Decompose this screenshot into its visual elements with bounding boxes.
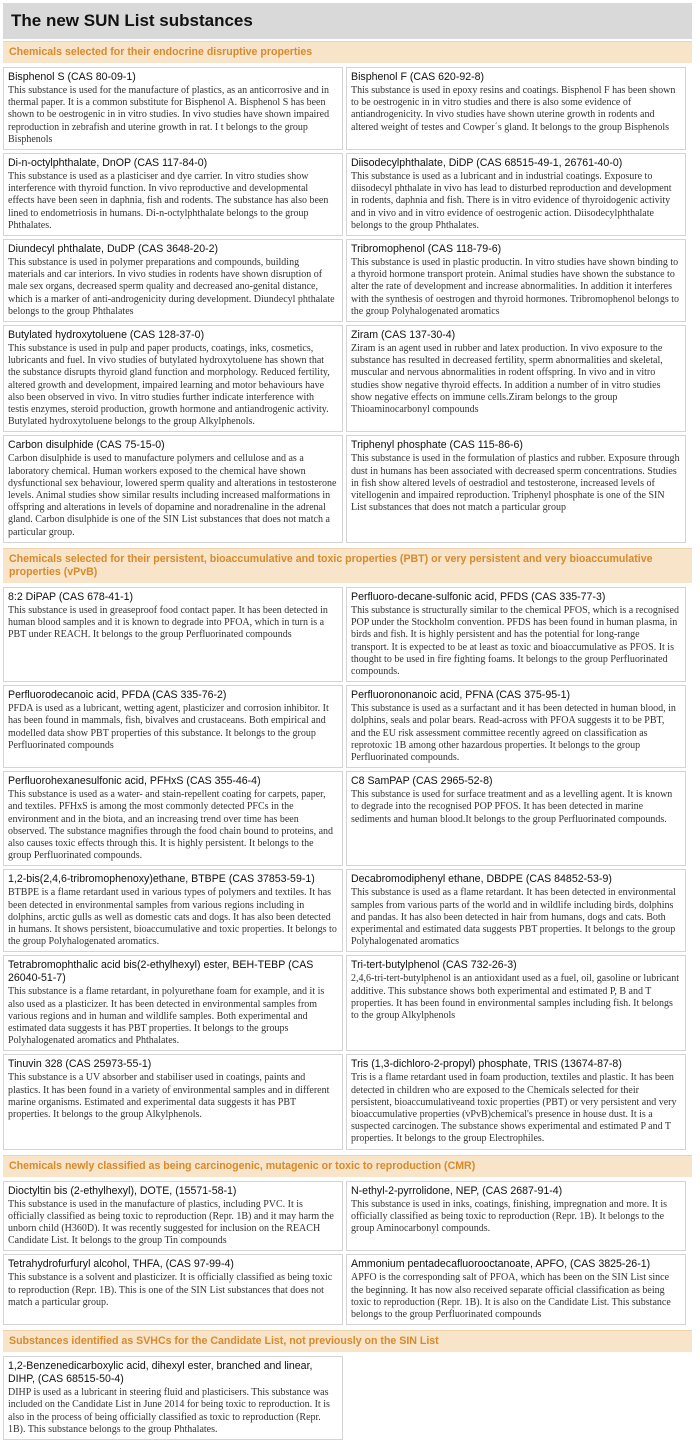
substance-name: Perfluorohexanesulfonic acid, PFHxS (CAS 355-46-4) xyxy=(8,775,261,788)
substance-name: Tinuvin 328 (CAS 25973-55-1) xyxy=(8,1058,152,1071)
section-heading: Chemicals selected for their persistent, bioaccumulative and toxic properties (PBT) or very persistent and very bioaccumulative properties (vPvB) xyxy=(3,548,692,583)
substance-description: APFO is the corresponding salt of PFOA, which has been on the SIN List since the beginning. It has now also received separate official classification as being toxic to reproduction (Repr. 1B). It is also on the Candidate List. This substance belongs to the group Perfluorinated compounds xyxy=(351,1272,671,1321)
substance-name: Decabromodiphenyl ethane, DBDPE (CAS 84852-53-9) xyxy=(351,873,612,886)
substance-description: This substance is used as a water- and stain-repellent coating for carpets, paper, and textiles. PFHxS is among the most commonly detected PFCs in the environment and in the biota, and an increasing trend over time has been observed. The substance magnifies through the food chain bound to proteins, and also causes toxic effects through this. It is highly persistent. It belongs to the group Perfluorinated compounds. xyxy=(8,789,334,862)
substance-card xyxy=(3,1181,343,1252)
substance-description: This substance is used as a plasticiser and dye carrier. In vitro studies show interference with thyroid function. In vivo reproductive and developmental effects have been seen in daphnia, fish and rodents. The substance has also been lined to endometriosis in humans. Di-n-octylphthalate belongs to the group Phthalates. xyxy=(8,171,329,231)
substance-card xyxy=(3,869,343,952)
substance-description: This substance is used in plastic productin. In vitro studies have shown binding to a thyroid hormone transport protein. Animal studies have shown the substance to alter the rate of development and increase abnormalities. In addition it interferes with the synthesis of oestrogen and thyroid hormones. Tribromophenol belongs to the group Polyhalogenated aromatics xyxy=(351,257,680,317)
substance-card xyxy=(346,869,686,952)
substance-card xyxy=(346,1054,686,1149)
substance-name: N-ethyl-2-pyrrolidone, NEP, (CAS 2687-91-4) xyxy=(351,1184,563,1197)
substance-card xyxy=(346,771,686,866)
substance-name: Tris (1,3-dichloro-2-propyl) phosphate, TRIS (13674-87-8) xyxy=(351,1058,622,1071)
substance-name: Di-n-octylphthalate, DnOP (CAS 117-84-0) xyxy=(8,157,208,170)
substance-name: Bisphenol F (CAS 620-92-8) xyxy=(351,71,485,83)
substance-description: This substance is structurally similar to the chemical PFOS, which is a recognised POP under the Stockholm convention. PFDS has been found in human plasma, in birds and fish. It is highly persistent and has the potential for long-range transport. It is expected to be at least as toxic and bioaccumulative as PFOS. It is thought to be used in fire fighting foams. It belongs to the group Perfluorinated compounds. xyxy=(351,604,679,677)
substance-card xyxy=(3,153,343,236)
section-heading: Substances identified as SVHCs for the Candidate List, not previously on the SIN List xyxy=(3,1330,692,1352)
substance-description: This substance is used in the manufacture of plastics, including PVC. It is officially classified as being toxic to reproduction (Repr. 1B) and it may harm the unborn child (H360D). It was recently suggested for inclusion on the REACH Candidate List. It belongs to the group Tin compounds xyxy=(8,1198,334,1247)
substance-name: Dioctyltin bis (2-ethylhexyl), DOTE, (15571-58-1) xyxy=(8,1184,237,1197)
substance-card xyxy=(3,771,343,866)
substance-card xyxy=(346,955,686,1051)
substance-card xyxy=(346,435,686,542)
substance-description: This substance is used in polymer preparations and compounds, building materials and car interiors. In vivo studies in rodents have shown disruption of male sex organs, decreased sperm quality and decreased ano-genital distance, which is a marker of anti-androgenicity during development. Diundecyl phthalate belongs to the group Phthalates xyxy=(8,257,335,317)
section xyxy=(3,1330,692,1443)
substance-description: This substance is used in epoxy resins and coatings. Bisphenol F has been shown to be oestrogenic in in vitro studies and there is also some evidence of antiandrogenicity. In vivo studies have shown uterine growth in rodents and altered weight of testes and Cowper´s gland. It belongs to the group Bisphenols xyxy=(351,85,676,133)
section xyxy=(3,548,692,1153)
section xyxy=(3,1155,692,1329)
substance-card xyxy=(346,239,686,322)
sections-container xyxy=(3,41,692,1443)
substance-name: Perfluoro-decane-sulfonic acid, PFDS (CAS 335-77-3) xyxy=(351,590,606,603)
substance-card xyxy=(3,955,343,1051)
substance-card xyxy=(3,587,343,682)
substance-description: Carbon disulphide is used to manufacture polymers and cellulose and as a laboratory chemical. Human workers exposed to the chemical have shown dysfunctional sex behaviour, lowered sperm quality and alterations in testosterone levels. Animal studies show similar results including increased malformations in offspring and alterations in levels of dopamine and noradrenaline in the adrenal gland. Carbon disulphide is one of the SIN List substances that does not match a particular group. xyxy=(8,453,337,538)
substance-name: Perfluorodecanoic acid, PFDA (CAS 335-76-2) xyxy=(8,689,227,702)
substance-name: Ziram (CAS 137-30-4) xyxy=(351,329,456,342)
substance-card xyxy=(3,67,343,150)
substance-description: This substance is used in inks, coatings, finishing, impregnation and more. It is officially classified as being toxic to reproduction (Repr. 1B). It belongs to the group Aminocarbonyl compounds. xyxy=(351,1198,668,1234)
substance-description: This substance is used in pulp and paper products, coatings, inks, cosmetics, lubricants and fuel. In vivo studies of butylated hydroxytoluene has shown that the substance disrupts thyroid gland function and morphology. Reduced fertility, altered growth and development, impaired learning and motor behaviours have also been observed in vivo. In vitro studies further indicate interference with testis enzymes, steroid production, growth hormone and antiandrogenic activity. Butylated hydroxytoluene belongs to the group Alkylphenols. xyxy=(8,343,330,428)
substance-name: 1,2-bis(2,4,6-tribromophenoxy)ethane, BTBPE (CAS 37853-59-1) xyxy=(8,873,315,886)
substance-card xyxy=(346,1254,686,1325)
substance-name: Tribromophenol (CAS 118-79-6) xyxy=(351,243,502,256)
substance-description: This substance is used in the formulation of plastics and rubber. Exposure through dust in humans has been associated with decreased sperm concentrations. Studies in fish show altered levels of oestradiol and testosterone, increased levels of vitellogenin and impaired reproduction. Triphenyl phosphate is one of the SIN List substances that does not match a particular group xyxy=(351,453,680,514)
substance-description: Tris is a flame retardant used in foam production, textiles and plastic. It has been detected in children who are exposed to the Chemicals selected for their persistent, bioaccumulativeand toxic properties (PBT) or very persistent and very bioaccumulative properties (vPvB)chemical's presence in house dust. It is a suspected carcinogen. The substance shows experimental and estimated P and T properties. It belongs to the group Electrophiles. xyxy=(351,1072,677,1145)
document-page xyxy=(3,0,692,1443)
substance-card xyxy=(346,685,686,768)
substance-card xyxy=(346,1181,686,1252)
substance-description: BTBPE is a flame retardant used in various types of polymers and textiles. It has been detected in environmental samples from various regions including in dolphins, arctic gulls as well as domestic cats and dogs. It has also been detected in humans. It shows persistent, bioaccumulative and toxic properties. It belongs to the group Polyhalogenated aromatics. xyxy=(8,887,337,948)
substance-description: This substance is used as a flame retardant. It has been detected in environmental samples from various parts of the world and in wildlife including birds, dolphins and pandas. It has also been detected in hair from humans, dogs and cats. Both experimental and estimated data suggests PBT properties. It belongs to the group Polyhalogenated aromatics xyxy=(351,887,676,948)
substance-name: Diisodecylphthalate, DiDP (CAS 68515-49-1, 26761-40-0) xyxy=(351,157,623,170)
substance-description: This substance is a solvent and plasticizer. It is officially classified as being toxic to reproduction (Repr. 1B). This is one of the SIN List substances that does not match a particular group. xyxy=(8,1272,333,1308)
substance-card xyxy=(3,1254,343,1325)
substance-name: Diundecyl phthalate, DuDP (CAS 3648-20-2) xyxy=(8,243,219,256)
substance-name: Perfluorononanoic acid, PFNA (CAS 375-95-1) xyxy=(351,689,571,702)
substance-description: This substance is used in greaseproof food contact paper. It has been detected in human blood samples and it is known to degrade into PFOA, which in turn is a PBT under REACH. It belongs to the group Perfluorinated compounds xyxy=(8,604,328,641)
substance-description: This substance is used for the manufacture of plastics, as an anticorrosive and in thermal paper. It is a common substitute for Bisphenol A. Bisphenol S has been shown to be oestrogenic in in vitro studies. In vivo studies have shown impaired reproduction in zebrafish and uterine growth in rat. I t belongs to the group Bisphenols xyxy=(8,85,330,145)
substance-card xyxy=(346,587,686,682)
substance-description: Ziram is an agent used in rubber and latex production. In vivo exposure to the substance has resulted in decreased fertility, sperm abnormalities and skeletal, muscular and nervous abnormalities in rodent offspring. In vivo and in vitro studies show negative thyroid effects. In addition a number of in vitro studies show negative effects on immune cells.Ziram belongs to the group Thioaminocarbonyl compounds xyxy=(351,343,663,416)
substance-name: Tetrahydrofurfuryl alcohol, THFA, (CAS 97-99-4) xyxy=(8,1258,234,1271)
substance-description: DIHP is used as a lubricant in steering fluid and plasticisers. This substance was included on the Candidate List in June 2014 for being toxic to reproduction. It is also in the process of being officially classified as toxic to reproduction (Repr. 1B). This substance belongs to the group Phthalates. xyxy=(8,1387,330,1435)
substance-grid xyxy=(3,63,692,546)
substance-card xyxy=(3,435,343,542)
substance-name: 1,2-Benzenedicarboxylic acid, dihexyl ester, branched and linear, DIHP, (CAS 68515-50-4) xyxy=(8,1360,313,1386)
substance-card xyxy=(3,239,343,322)
substance-description: 2,4,6-tri-tert-butylphenol is an antioxidant used as a fuel, oil, gasoline or lubricant additive. This substance shows both experimental and estimated P, B and T properties. It has been found in environmental samples including fish. It belongs to the group Alkylphenols xyxy=(351,973,679,1021)
substance-description: This substance is used as a lubricant and in industrial coatings. Exposure to diisodecyl phthalate in vivo has lead to disturbed reproduction and development in rodents, daphnia and fish. There is in vitro evidence of thyroidogenic activity and in vivo and in vitro evidence of oestrogenic action. Diisodecylphthalate belongs to the group Phthalates. xyxy=(351,171,672,231)
substance-grid xyxy=(3,1352,692,1443)
substance-card xyxy=(3,1356,343,1440)
substance-description: This substance is used as a surfactant and it has been detected in human blood, in dolphins, seals and polar bears. Read-across with PFOA suggests it to be PBT, and the EU risk assessment committee recently agreed on classification as reprotoxic 1B among other hazardous properties. It belongs to the group Perfluorinated compounds. xyxy=(351,703,676,763)
substance-description: This substance is a flame retardant, in polyurethane foam for example, and it is also used as a plasticizer. It has been detected in environmental samples from various regions and in human and wildlife samples. Both experimental and estimated data suggests it has PBT properties. It belongs to the groups Polyhalogenated aromatics and Phthalates. xyxy=(8,986,325,1047)
substance-name: C8 SamPAP (CAS 2965-52-8) xyxy=(351,775,493,788)
substance-name: Tri-tert-butylphenol (CAS 732-26-3) xyxy=(351,959,517,972)
substance-description: This substance is a UV absorber and stabiliser used in coatings, paints and plastics. It has been found in a variety of environmental samples and in different marine organisms. Estimated and experimental data suggests it has PBT properties. It belongs to the group Alkylphenols. xyxy=(8,1072,330,1120)
document-title: The new SUN List substances xyxy=(3,3,692,39)
section-heading: Chemicals newly classified as being carcinogenic, mutagenic or toxic to reproduction (CMR) xyxy=(3,1155,692,1177)
substance-name: Bisphenol S (CAS 80-09-1) xyxy=(8,71,136,83)
substance-card xyxy=(346,67,686,150)
substance-card xyxy=(3,1054,343,1149)
substance-name: Carbon disulphide (CAS 75-15-0) xyxy=(8,439,165,452)
section xyxy=(3,41,692,546)
section-heading: Chemicals selected for their endocrine disruptive properties xyxy=(3,41,692,63)
substance-name: Triphenyl phosphate (CAS 115-86-6) xyxy=(351,439,523,452)
substance-name: Ammonium pentadecafluorooctanoate, APFO, (CAS 3825-26-1) xyxy=(351,1258,651,1271)
substance-grid xyxy=(3,1177,692,1329)
substance-grid xyxy=(3,583,692,1153)
substance-description: PFDA is used as a lubricant, wetting agent, plasticizer and corrosion inhibitor. It has been found in mammals, fish, bivalves and crustaceans. Both empirical and modelled data show PBT properties of this substance. It belongs to the group Perfluorinated compounds xyxy=(8,703,329,751)
substance-name: 8:2 DiPAP (CAS 678-41-1) xyxy=(8,590,134,603)
substance-name: Tetrabromophthalic acid bis(2-ethylhexyl) ester, BEH-TEBP (CAS 26040-51-7) xyxy=(8,959,314,985)
substance-card xyxy=(346,325,686,432)
substance-description: This substance is used for surface treatment and as a levelling agent. It is known to degrade into the recognised POP PFOS. It has been detected in marine sediments and human blood.It belongs to the group Perfluorinated compounds. xyxy=(351,789,673,825)
substance-card xyxy=(3,685,343,768)
substance-card xyxy=(3,325,343,432)
substance-card xyxy=(346,153,686,236)
substance-name: Butylated hydroxytoluene (CAS 128-37-0) xyxy=(8,329,205,342)
